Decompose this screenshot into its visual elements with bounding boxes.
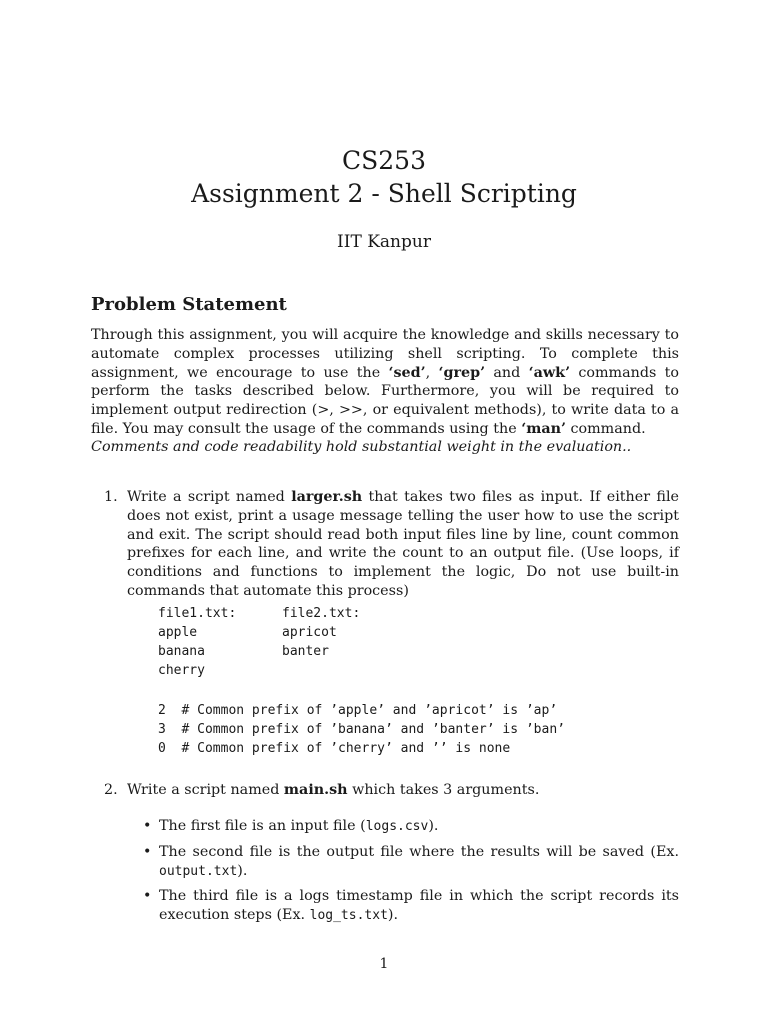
institute-name: IIT Kanpur	[337, 232, 431, 252]
page-number: 1	[379, 956, 389, 972]
cmd-grep: ‘grep’	[438, 364, 486, 381]
item-number: 1.	[104, 489, 118, 505]
example-file1: file1.txt: apple banana cherry	[158, 606, 237, 678]
section-heading: Problem Statement	[91, 294, 287, 315]
argument-list	[143, 817, 679, 932]
item-number: 2.	[104, 782, 118, 798]
course-code: CS253	[342, 146, 426, 175]
task-item-2: 2. Write a script named main.sh which takes 3 arguments.	[104, 782, 540, 798]
cmd-awk: ‘awk’	[528, 364, 571, 381]
list-item: • The second file is the output file where the results will be saved (Ex. output.txt).	[143, 843, 679, 879]
example-file2: file2.txt: apricot banter	[282, 606, 361, 659]
script-name: main.sh	[283, 782, 348, 798]
list-item: • The third file is a logs timestamp file in which the script records its execution steps (Ex. log_ts.txt).	[143, 888, 679, 924]
evaluation-note: Comments and code readability hold substantial weight in the evaluation..	[91, 439, 632, 455]
task-item-1: 1. Write a script named larger.sh that takes two files as input. If either file does not exist, print a usage message telling the user how to use the script and exit. The script should read both input files line by line, count common prefixes for each line, and write the count to an output file. (Use loops, if conditions and functions to implement the logic, Do not use built-in commands that automate this process)	[104, 489, 679, 599]
cmd-sed: ‘sed’	[388, 364, 426, 381]
list-item: • The first file is an input file (logs.csv).	[143, 818, 439, 834]
assignment-title: Assignment 2 - Shell Scripting	[191, 179, 577, 208]
cmd-man: ‘man’	[521, 420, 566, 437]
example-output: 2 # Common prefix of ’apple’ and ’apricot’ is ’ap’ 3 # Common prefix of ’banana’ and ’banter’ is ’ban’ 0 # Common prefix of ’cherry’ and ’’ is none	[158, 703, 565, 756]
intro-paragraph: Through this assignment, you will acquire the knowledge and skills necessary to automate complex processes utilizing shell scripting. To complete this assignment, we encourage to use the ‘sed’, ‘grep’ and ‘awk’ commands to perform the tasks described below. Furthermore, you will be required to implement output redirection (>, >>, or equivalent methods), to write data to a file. You may consult the usage of the commands using the ‘man’ command.	[91, 327, 679, 437]
script-name: larger.sh	[291, 489, 363, 505]
